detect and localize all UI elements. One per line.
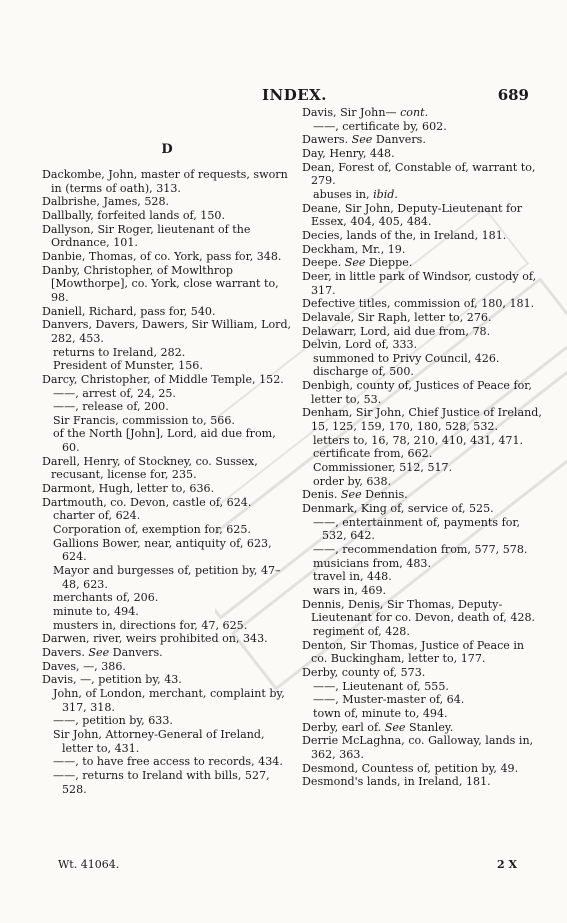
index-subentry [302,680,542,694]
entry-text: ——, to have free access to records, 434. [53,755,283,769]
index-entry [42,660,292,674]
index-entry [302,379,542,406]
index-subentry [302,707,542,721]
entry-text: minute to, 494. [53,605,139,618]
page-title: INDEX. [262,86,328,104]
entry-cross-ref-label: See [340,488,362,502]
entry-text: John, of London, merchant, complaint by, 317, 318. [53,686,285,714]
entry-text: abuses in, [313,187,370,201]
entry-text: Darwen, river, weirs prohibited on, 343. [42,632,268,646]
entry-text: musicians from, 483. [313,556,432,570]
entry-text: ——, certificate by, 602. [313,119,447,133]
entry-cross-ref-label: See [384,720,406,734]
entry-text: Derrie McLaghna, co. Galloway, lands in, 362, 363. [302,734,534,761]
index-entry [42,496,292,510]
entry-text: President of Munster, 156. [53,359,203,373]
index-entry [42,373,292,387]
entry-text: town of, minute to, 494. [313,706,448,720]
entry-text: Darmont, Hugh, letter to, 636. [42,482,215,496]
entry-text: Delavale, Sir Raph, letter to, 276. [302,310,492,324]
entry-text: Deckham, Mr., 19. [302,242,406,256]
entry-text: Gallions Bower, near, antiquity of, 623, 624. [53,536,272,564]
index-column-left [42,168,292,796]
index-subentry [42,523,292,537]
index-subentry [302,570,542,584]
index-subentry [42,619,292,633]
entry-text: ——, petition by, 633. [53,714,173,728]
entry-cross-ref-label: See [351,133,373,147]
entry-text: Daves, —, 386. [42,659,126,673]
index-entry [302,325,542,339]
index-entry [302,775,542,789]
entry-text: Defective titles, commission of, 180, 181. [302,297,535,311]
index-entry [302,297,542,311]
index-entry [42,250,292,264]
index-subentry [302,352,542,366]
entry-text: ——, entertainment of, payments for, 532, 642. [313,515,520,543]
index-column-right [302,106,542,789]
entry-text: of the North [John], Lord, aid due from, 60. [53,427,276,455]
index-entry [302,721,542,735]
index-entry [302,202,542,229]
entry-text: letters to, 16, 78, 210, 410, 431, 471. [313,433,524,447]
index-subentry [302,516,542,543]
entry-text: Mayor and burgesses of, petition by, 47–48, 623. [53,564,281,591]
entry-text: Darell, Henry, of Stockney, co. Sussex, recusant, license for, 235. [42,454,258,482]
entry-text: Delvin, Lord of, 333. [302,338,418,352]
index-entry [302,762,542,776]
index-subentry [42,687,292,714]
index-entry [302,666,542,680]
entry-text: Daniell, Richard, pass for, 540. [42,304,216,318]
index-entry [42,632,292,646]
index-subentry [302,434,542,448]
index-subentry [42,387,292,401]
entry-text: Danbie, Thomas, of co. York, pass for, 348. [42,249,282,263]
index-subentry [42,714,292,728]
entry-text: Derby, county of, 573. [302,665,426,679]
index-entry [42,646,292,660]
entry-text: Dallyson, Sir Roger, lieutenant of the Ordnance, 101. [42,222,251,250]
index-subentry [302,461,542,475]
index-subentry [42,414,292,428]
entry-cross-ref-label: See [88,645,110,659]
index-subentry [302,543,542,557]
entry-text: Deepe. [302,256,342,270]
index-entry [302,734,542,761]
entry-text: Denton, Sir Thomas, Justice of Peace in co. Buckingham, letter to, 177. [302,638,525,666]
index-entry [42,482,292,496]
index-subentry [42,359,292,373]
index-entry [42,318,292,345]
index-subentry [42,346,292,360]
entry-text: Dackombe, John, master of requests, sworn in (terms of oath), 313. [42,168,288,195]
index-entry [302,488,542,502]
entry-text: Davers. [42,645,85,659]
page-header [0,86,567,106]
entry-text: Danby, Christopher, of Mowlthrop [Mowthorpe], co. York, close warrant to, 98. [42,263,279,304]
entry-cross-ref: Danvers. [112,645,163,659]
index-subentry [302,625,542,639]
entry-cross-ref-label: cont. [400,106,429,119]
index-subentry [302,365,542,379]
entry-text: Corporation of, exemption for, 625. [53,523,251,537]
entry-text: ——, Muster-master of, 64. [313,693,465,707]
entry-text: Delawarr, Lord, aid due from, 78. [302,324,491,338]
index-subentry [42,605,292,619]
index-entry [42,168,292,195]
index-entry [42,195,292,209]
index-subentry [302,557,542,571]
entry-text: Sir Francis, commission to, 566. [53,413,235,427]
entry-text: Sir John, Attorney-General of Ireland, letter to, 431. [53,727,265,755]
index-entry [42,209,292,223]
entry-text: travel in, 448. [313,570,392,584]
index-entry [302,311,542,325]
entry-text: Dawers. [302,133,349,147]
entry-text: certificate from, 662. [313,447,433,461]
entry-text: Deer, in little park of Windsor, custody of, 317. [302,269,537,297]
index-subentry [42,537,292,564]
entry-text: summoned to Privy Council, 426. [313,351,500,365]
index-subentry [42,755,292,769]
entry-text: ——, arrest of, 24, 25. [53,386,176,400]
index-subentry [42,400,292,414]
index-entry [302,406,542,433]
entry-text: Commissioner, 512, 517. [313,461,453,475]
index-subentry [302,693,542,707]
entry-cross-ref-label: ibid. [373,187,398,201]
entry-text: ——, returns to Ireland with bills, 527, 528. [53,768,270,796]
entry-text: Dallbally, forfeited lands of, 150. [42,208,225,222]
entry-cross-ref: Dieppe. [369,256,413,270]
entry-text: returns to Ireland, 282. [53,345,186,359]
index-entry [302,639,542,666]
index-subentry [42,564,292,591]
entry-text: ——, recommendation from, 577, 578. [313,543,528,556]
entry-text: Denmark, King of, service of, 525. [302,502,494,516]
footer-signature: 2 X [496,858,517,871]
entry-text: regiment of, 428. [313,624,410,638]
index-entry [302,270,542,297]
entry-text: merchants of, 206. [53,591,159,605]
index-entry [302,502,542,516]
entry-text: Davis, —, petition by, 43. [42,673,182,687]
entry-text: Dartmouth, co. Devon, castle of, 624. [42,495,252,509]
index-entry [42,305,292,319]
index-entry [302,598,542,625]
index-entry [302,161,542,188]
section-letter: D [161,142,173,157]
entry-text: Davis, Sir John— [302,106,397,119]
entry-text: Dennis, Denis, Sir Thomas, Deputy-Lieutenant for co. Devon, death of, 428. [302,597,536,625]
entry-text: musters in, directions for, 47, 625. [53,618,248,632]
entry-text: Dalbrishe, James, 528. [42,195,170,209]
entry-text: Derby, earl of. [302,720,382,734]
entry-cross-ref: Danvers. [375,133,426,147]
entry-text: Danvers, Davers, Dawers, Sir William, Lord, 282, 453. [42,318,292,345]
index-entry [42,223,292,250]
index-entry [302,106,542,120]
entry-text: Denham, Sir John, Chief Justice of Ireland, 15, 125, 159, 170, 180, 528, 532. [302,406,542,434]
section-letter-wrap [42,139,292,161]
entry-text: wars in, 469. [313,583,387,597]
entry-cross-ref-label: See [344,256,366,270]
index-subentry [42,591,292,605]
entry-text: order by, 638. [313,474,392,488]
index-subentry [302,475,542,489]
index-entry [302,133,542,147]
entry-text: Day, Henry, 448. [302,146,395,160]
entry-text: charter of, 624. [53,509,141,523]
entry-text: Denis. [302,488,338,502]
entry-text: ——, Lieutenant of, 555. [313,679,449,693]
index-entry [302,338,542,352]
entry-text: Deane, Sir John, Deputy-Lieutenant for Essex, 404, 405, 484. [302,201,523,229]
index-subentry [42,427,292,454]
entry-text: discharge of, 500. [313,365,414,379]
entry-text: Decies, lands of the, in Ireland, 181. [302,228,507,242]
entry-text: Desmond's lands, in Ireland, 181. [302,775,491,789]
index-subentry [302,188,542,202]
page-number: 689 [497,86,529,104]
footer-print-mark: Wt. 41064. [58,858,120,871]
index-entry [302,256,542,270]
index-entry [42,455,292,482]
index-entry [302,243,542,257]
entry-text: Darcy, Christopher, of Middle Temple, 152. [42,372,284,386]
entry-text: ——, release of, 200. [53,400,169,414]
index-entry [302,147,542,161]
index-subentry [302,447,542,461]
entry-cross-ref: Stanley. [408,720,454,734]
entry-text: Dean, Forest of, Constable of, warrant to, 279. [302,160,536,188]
index-subentry [42,769,292,796]
index-entry [42,673,292,687]
index-subentry [42,509,292,523]
index-subentry [302,120,542,134]
entry-text: Denbigh, county of, Justices of Peace for, letter to, 53. [302,379,532,406]
entry-text: Desmond, Countess of, petition by, 49. [302,761,519,775]
index-entry [42,264,292,305]
index-entry [302,229,542,243]
index-subentry [302,584,542,598]
entry-cross-ref: Dennis. [365,488,408,502]
index-subentry [42,728,292,755]
